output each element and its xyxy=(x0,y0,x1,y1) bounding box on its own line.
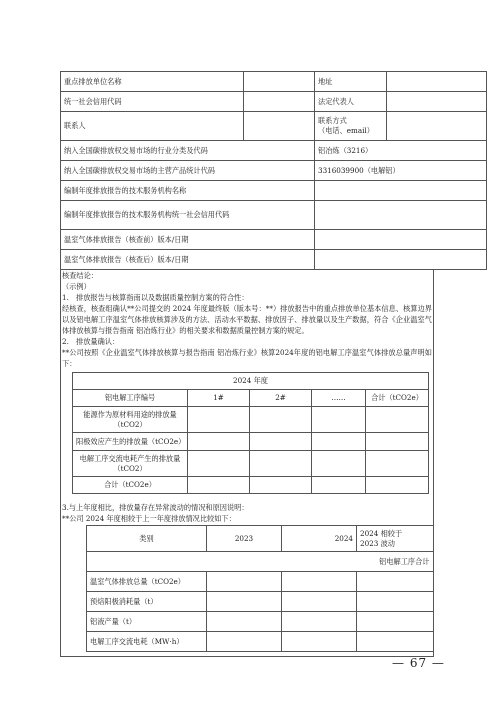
table-row xyxy=(61,112,487,141)
value-cell[interactable] xyxy=(315,201,487,230)
item-3-body: **公司 2024 年度相较于上一年度排放情况比较如下： xyxy=(62,514,236,523)
page-number: — 67 — xyxy=(392,656,445,670)
table-row xyxy=(87,572,433,592)
value-cell[interactable] xyxy=(282,572,357,592)
value-cell[interactable] xyxy=(357,592,433,612)
comparison-table xyxy=(86,525,433,652)
column-header: 类别 xyxy=(87,526,207,552)
table-row xyxy=(87,526,433,552)
value-cell[interactable] xyxy=(188,407,250,433)
unit-info-table xyxy=(60,71,487,270)
row-label: 预焙阳极消耗量（t） xyxy=(87,592,207,612)
value-cell[interactable] xyxy=(282,632,357,652)
value-cell[interactable] xyxy=(207,632,282,652)
row-label: 能源作为原材料用途的排放量（tCO2） xyxy=(73,407,188,433)
value-cell[interactable] xyxy=(282,592,357,612)
value-cell[interactable] xyxy=(188,433,250,451)
value-cell[interactable] xyxy=(312,433,366,451)
value-cell[interactable]: 3316039900（电解铝） xyxy=(315,161,487,181)
year-header: 2024 年度 xyxy=(73,373,429,390)
column-header: 1# xyxy=(188,390,250,407)
row-label: 阳极效应产生的排放量（tCO2e） xyxy=(73,433,188,451)
label-cell: 温室气体排放报告（核查后）版本/日期 xyxy=(61,250,315,270)
table-row xyxy=(61,201,487,230)
column-header: 合计（tCO2e） xyxy=(366,390,429,407)
column-header: 铝电解工序编号 xyxy=(73,390,188,407)
table-row xyxy=(87,592,433,612)
table-row xyxy=(61,181,487,201)
verification-conclusion xyxy=(60,270,434,657)
value-cell[interactable] xyxy=(366,451,429,477)
value-cell[interactable] xyxy=(188,451,250,477)
item-3-title: 3.与上年度相比，排放量存在异常波动的情况和原因说明： xyxy=(62,503,249,512)
table-row xyxy=(61,230,487,250)
label-cell: 温室气体排放报告（核查前）版本/日期 xyxy=(61,230,315,250)
example-note: （示例） xyxy=(62,282,91,291)
table-row xyxy=(61,161,487,181)
value-cell[interactable] xyxy=(244,112,315,141)
value-cell[interactable] xyxy=(250,477,312,494)
value-cell[interactable] xyxy=(244,92,315,112)
table-row xyxy=(61,250,487,270)
form-page xyxy=(60,71,432,657)
value-cell[interactable] xyxy=(315,250,487,270)
table-row xyxy=(73,390,429,407)
label-cell: 编制年度排放报告的技术服务机构名称 xyxy=(61,181,315,201)
item-2-body: **公司按照《企业温室气体排放核算与报告指南 铝冶炼行业》核算2024年度的铝电解工序温室气体排放总量声明如下： xyxy=(62,348,432,368)
item-2-title: 2. 排放量确认： xyxy=(62,337,120,346)
column-header: …… xyxy=(312,390,366,407)
value-cell[interactable] xyxy=(312,451,366,477)
value-cell[interactable] xyxy=(207,572,282,592)
value-cell[interactable] xyxy=(357,632,433,652)
label-cell: 重点排放单位名称 xyxy=(61,72,244,92)
label-cell: 纳入全国碳排放权交易市场的主营产品统计代码 xyxy=(61,161,315,181)
row-label: 合计（tCO2e） xyxy=(73,477,188,494)
value-cell[interactable] xyxy=(315,230,487,250)
value-cell[interactable] xyxy=(250,407,312,433)
value-cell[interactable] xyxy=(312,407,366,433)
conclusion-heading: 核查结论： xyxy=(62,271,98,280)
table-row xyxy=(61,141,487,161)
table-row xyxy=(73,407,429,433)
value-cell[interactable] xyxy=(366,433,429,451)
table-row xyxy=(73,477,429,494)
value-cell[interactable]: 铝冶炼（3216） xyxy=(315,141,487,161)
label-cell: 联系人 xyxy=(61,112,244,141)
table-row xyxy=(87,632,433,652)
label-cell: 地址 xyxy=(315,72,387,92)
value-cell[interactable] xyxy=(282,612,357,632)
section-header: 铝电解工序合计 xyxy=(87,552,433,572)
value-cell[interactable] xyxy=(207,612,282,632)
row-label: 温室气体排放总量（tCO2e） xyxy=(87,572,207,592)
column-header: 2024 xyxy=(282,526,357,552)
value-cell[interactable] xyxy=(207,592,282,612)
value-cell[interactable] xyxy=(250,451,312,477)
value-cell[interactable] xyxy=(387,92,487,112)
label-cell: 法定代表人 xyxy=(315,92,387,112)
value-cell[interactable] xyxy=(387,112,487,141)
table-row xyxy=(87,552,433,572)
label-cell: 统一社会信用代码 xyxy=(61,92,244,112)
value-cell[interactable] xyxy=(188,477,250,494)
table-row xyxy=(73,451,429,477)
table-row xyxy=(61,72,487,92)
value-cell[interactable] xyxy=(250,433,312,451)
item-1-title: 1. 排放报告与核算指南以及数据质量控制方案的符合性： xyxy=(62,293,249,302)
value-cell[interactable] xyxy=(387,72,487,92)
table-row xyxy=(87,612,433,632)
emission-table xyxy=(72,372,429,494)
value-cell[interactable] xyxy=(315,181,487,201)
row-label: 电解工序交流电耗（MW·h） xyxy=(87,632,207,652)
label-cell: 联系方式 （电话、email） xyxy=(315,112,387,141)
column-header: 2024 相较于 2023 波动 xyxy=(357,526,433,552)
value-cell[interactable] xyxy=(357,612,433,632)
row-label: 电解工序交流电耗产生的排放量（tCO2） xyxy=(73,451,188,477)
table-row xyxy=(73,373,429,390)
column-header: 2023 xyxy=(207,526,282,552)
item-1-body: 经核查，核查组确认**公司提交的 2024 年度最终版（版本号：**）排放报告中的重点排放单位基本信息、核算边界以及铝电解工序温室气体排放核算涉及的方法、活动水平数据、排放因子、排放量以及生产数据，符合《企业温室气体排放核算与报告指南 铝冶炼行业》的相关要求和数据质量控制方案的规定。 xyxy=(62,304,432,335)
column-header: 2# xyxy=(250,390,312,407)
value-cell[interactable] xyxy=(357,572,433,592)
value-cell[interactable] xyxy=(312,477,366,494)
value-cell[interactable] xyxy=(366,407,429,433)
label-cell: 编制年度排放报告的技术服务机构统一社会信用代码 xyxy=(61,201,315,230)
table-row xyxy=(61,92,487,112)
label-cell: 纳入全国碳排放权交易市场的行业分类及代码 xyxy=(61,141,315,161)
table-row xyxy=(73,433,429,451)
value-cell[interactable] xyxy=(366,477,429,494)
row-label: 铝液产量（t） xyxy=(87,612,207,632)
value-cell[interactable] xyxy=(244,72,315,92)
